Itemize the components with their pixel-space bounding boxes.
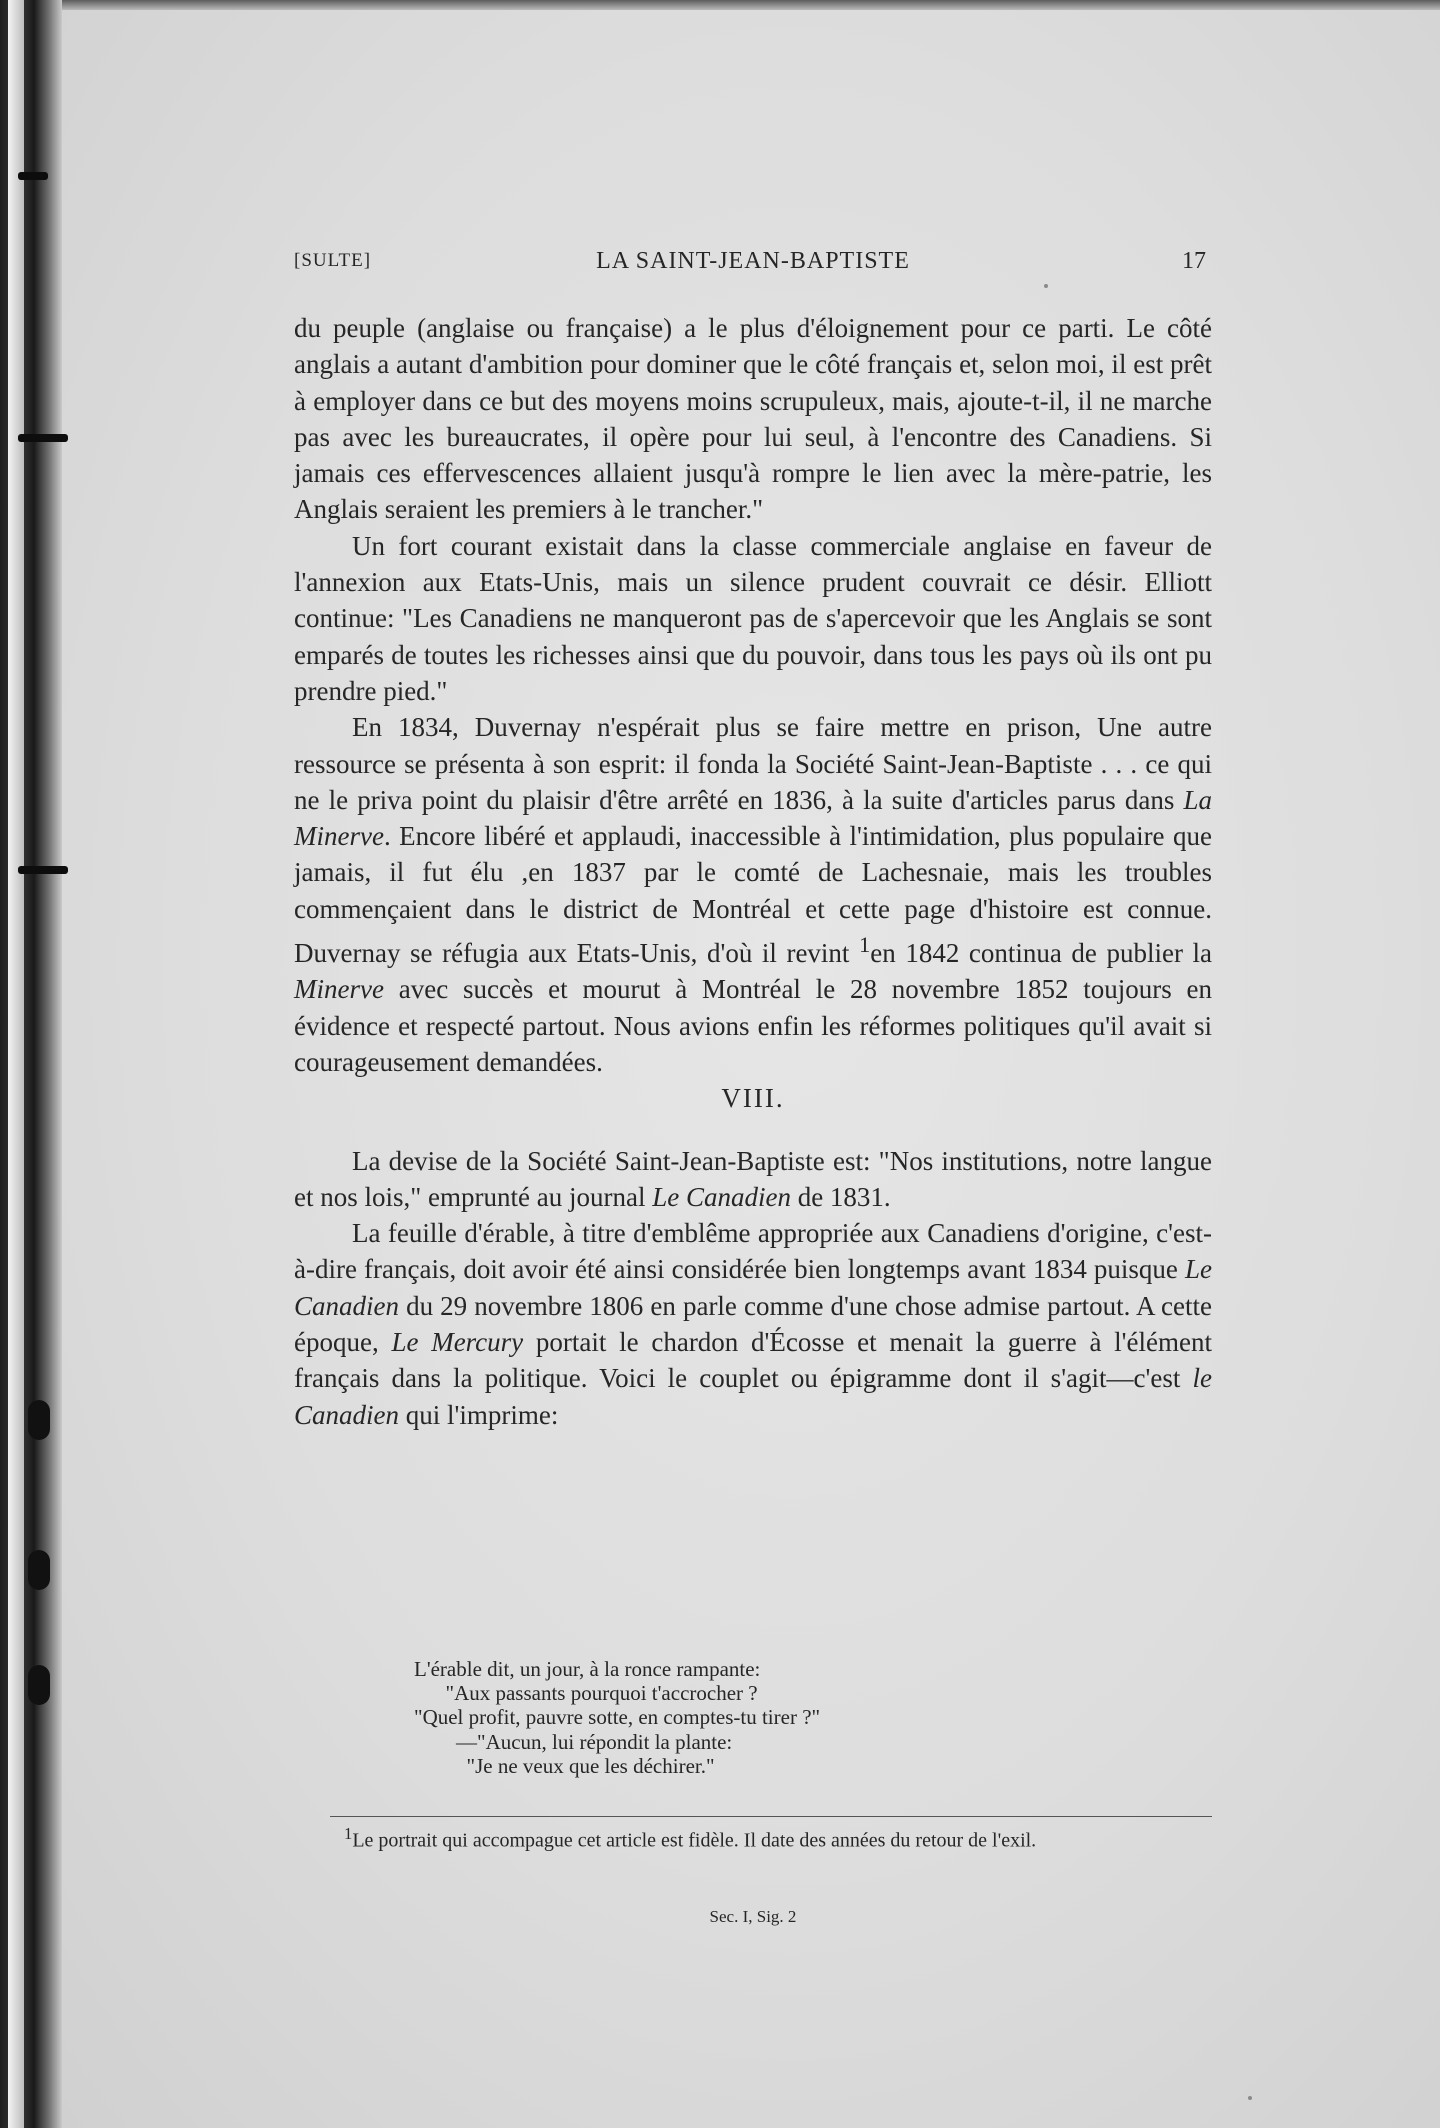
text-run: qui l'imprime: xyxy=(399,1399,559,1430)
author-tag: [SULTE] xyxy=(294,250,372,271)
text-run: . Encore libéré et applaudi, inaccessible à l'intimidation, plus populaire que jamais, il fut élu ,en 1837 par le comté de Lachesnaie, mais les troubles commençaient dans le district de Montréal et cette page d'histoire est connue. Duvernay se réfugia aux Etats-Unis, d'où il revint xyxy=(294,821,1212,969)
footnote-rule xyxy=(330,1816,1212,1817)
italic-title: Minerve xyxy=(294,974,384,1005)
text-run: du peuple (anglaise ou française) a le plus d'éloignement pour ce parti. Le côté anglais a autant d'ambition pour dominer que le côté français et, selon moi, il est prêt à employer dans ce but des moyens moins scrupuleux, mais, ajoute-t-il, il ne marche pas avec les bureaucrates, il opère pour lui seul, à l'encontre des Canadiens. Si jamais ces effervescences allaient jusqu'à rompre le lien avec la mère-patrie, les Anglais seraient les premiers à le trancher." xyxy=(294,313,1212,525)
footnote-reference: 1 xyxy=(859,932,871,958)
paragraph xyxy=(294,528,1212,709)
text-run: avec succès et mourut à Montréal le 28 novembre 1852 toujours en évidence et respecté partout. Nous avions enfin les réformes politiques qu'il avait si courageusement demandées. xyxy=(294,974,1212,1077)
text-run: La feuille d'érable, à titre d'emblême appropriée aux Canadiens d'origine, c'est-à-dire français, doit avoir été ainsi considérée bien longtemps avant 1834 puisque xyxy=(294,1218,1212,1285)
spine-mark xyxy=(18,434,68,442)
paragraph xyxy=(294,1143,1212,1216)
poem-line: —"Aucun, lui répondit la plante: xyxy=(414,1729,733,1754)
spine-knob xyxy=(28,1665,50,1705)
signature-mark: Sec. I, Sig. 2 xyxy=(709,1907,797,1926)
paragraph xyxy=(294,709,1212,1080)
footnote-marker: 1 xyxy=(344,1824,353,1843)
spine-knob xyxy=(28,1550,50,1590)
running-title: LA SAINT-JEAN-BAPTISTE xyxy=(596,248,910,274)
poem-line: "Je ne veux que les déchirer." xyxy=(414,1753,715,1778)
poem-line: "Aux passants pourquoi t'accrocher ? xyxy=(414,1681,758,1706)
italic-title: le Canadien xyxy=(294,1363,1212,1430)
footnote-text: Le portrait qui accompague cet article est fidèle. Il date des années du retour de l'exil. xyxy=(352,1829,1037,1852)
spine-knob xyxy=(28,1400,50,1440)
text-run: La devise de la Société Saint-Jean-Baptiste est: "Nos institutions, notre langue et nos lois," emprunté au journal xyxy=(294,1145,1212,1212)
body-text xyxy=(294,310,1212,1433)
section-heading: VIII. xyxy=(721,1083,785,1114)
poem xyxy=(414,1657,1114,1778)
text-run: en 1842 continua de publier la xyxy=(870,938,1213,969)
italic-title: La Minerve xyxy=(294,784,1212,852)
running-head xyxy=(294,248,1212,282)
text-run: du 29 novembre 1806 en parle comme d'une chose admise partout. A cette époque, xyxy=(294,1290,1212,1358)
italic-title: Le Mercury xyxy=(391,1327,524,1358)
poem-line: L'érable dit, un jour, à la ronce rampante: xyxy=(414,1657,761,1681)
book-binding xyxy=(0,0,62,2128)
poem-line: "Quel profit, pauvre sotte, en comptes-tu tirer ?" xyxy=(414,1705,821,1730)
spine-mark xyxy=(18,866,68,874)
footnote xyxy=(294,1822,1212,1853)
text-run: portait le chardon d'Écosse et menait la guerre à l'élément français dans la politique. Voici le couplet ou épigramme dont il s'agit—c'est xyxy=(294,1327,1213,1394)
text-run: En 1834, Duvernay n'espérait plus se faire mettre en prison, Une autre ressource se présenta à son esprit: il fonda la Société Saint-Jean-Baptiste . . . ce qui ne le priva point du plaisir d'être arrêté en 1836, à la suite d'articles parus dans xyxy=(294,712,1212,815)
paragraph xyxy=(294,310,1212,528)
text-run: de 1831. xyxy=(790,1181,891,1212)
page-number: 17 xyxy=(1182,248,1206,274)
book-page xyxy=(294,0,1212,2128)
spine-mark xyxy=(18,172,48,180)
scan-fleck xyxy=(1248,2096,1252,2100)
binding-highlight xyxy=(8,0,24,2128)
italic-title: Le Canadien xyxy=(652,1181,791,1212)
text-run: Un fort courant existait dans la classe commerciale anglaise en faveur de l'annexion aux Etats-Unis, mais un silence prudent couvrait ce désir. Elliott continue: "Les Canadiens ne manqueront pas de s'apercevoir que les Anglais se sont emparés de toutes les richesses ainsi que du pouvoir, dans tous les pays où ils ont pu prendre pied." xyxy=(294,530,1212,706)
paragraph xyxy=(294,1215,1212,1433)
italic-title: Le Canadien xyxy=(294,1254,1212,1321)
